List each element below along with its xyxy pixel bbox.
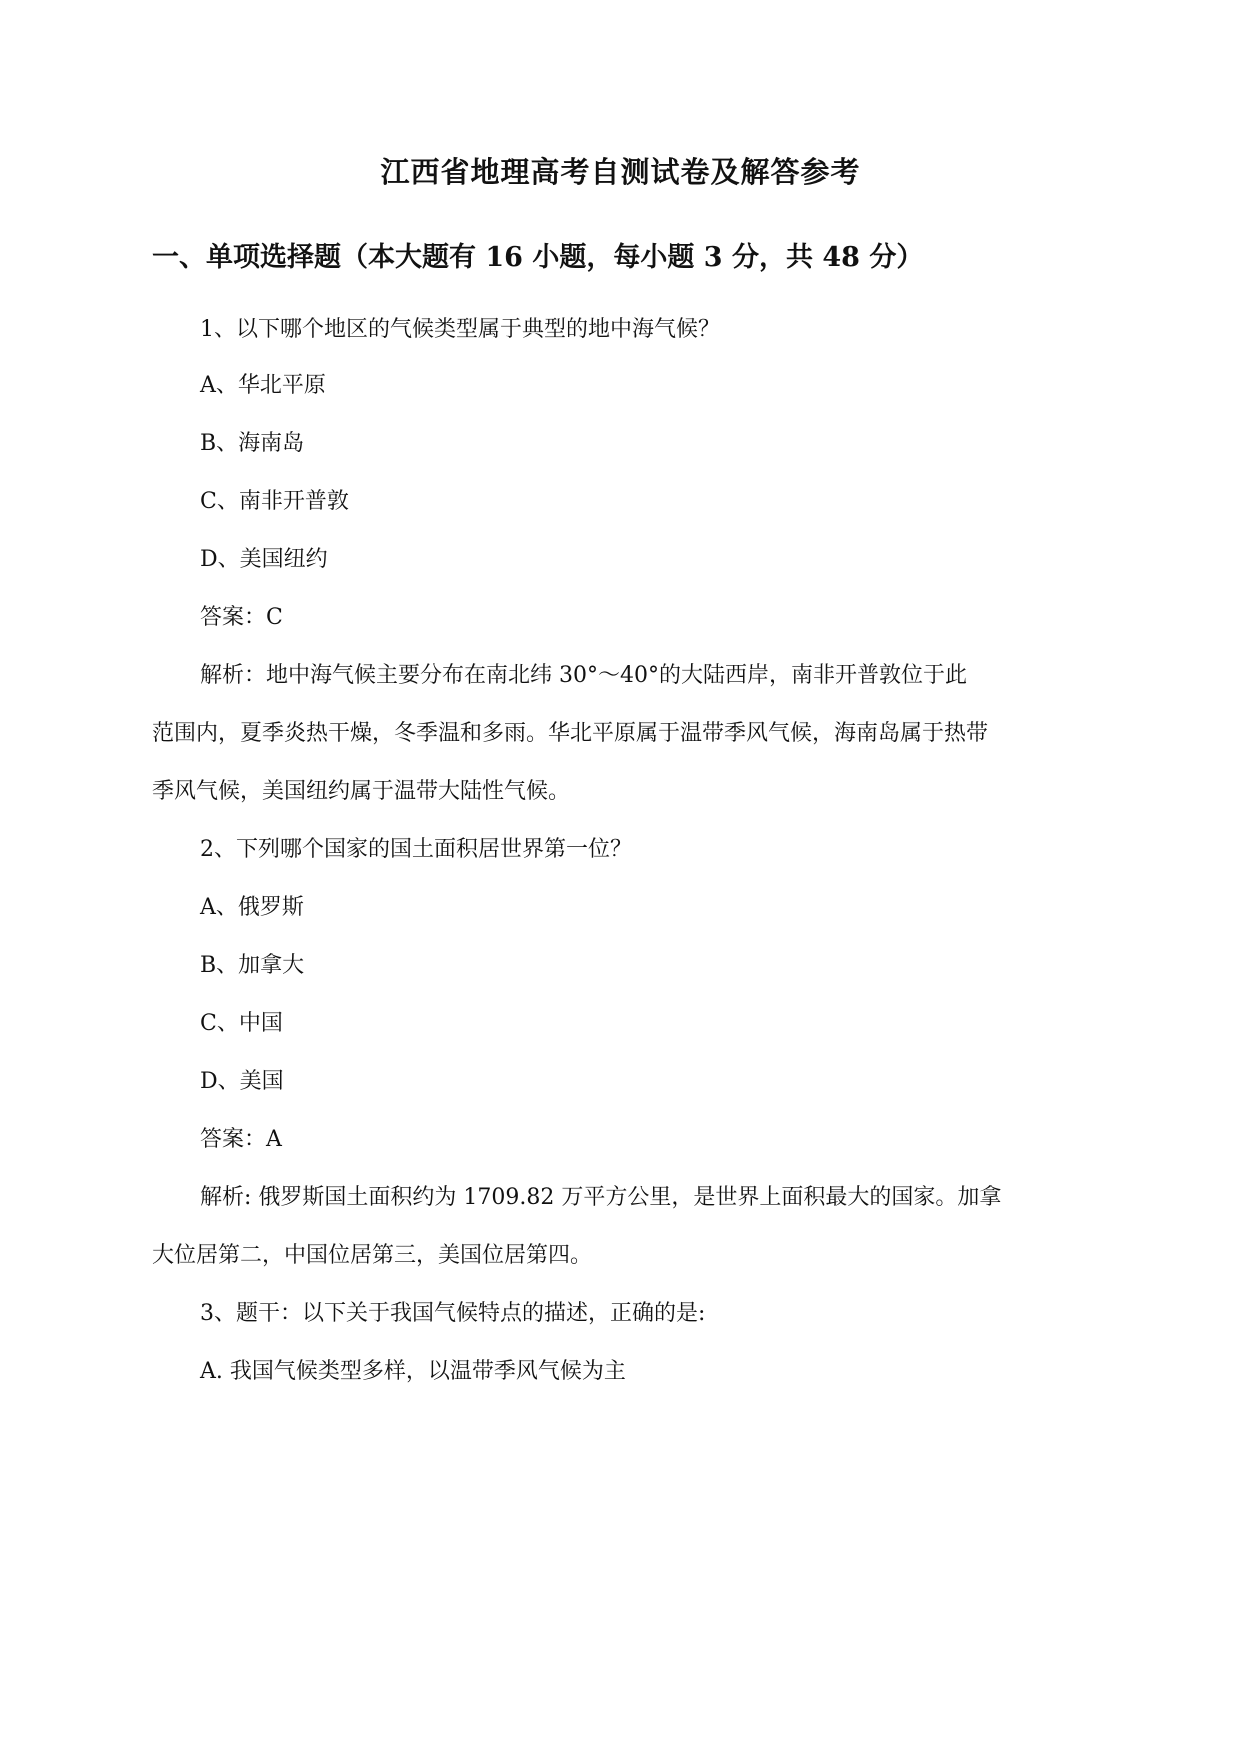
section-heading: 一、单项选择题（本大题有 16 小题，每小题 3 分，共 48 分） xyxy=(152,242,924,273)
question-1-stem: 1、以下哪个地区的气候类型属于典型的地中海气候？ xyxy=(200,317,720,342)
question-3-option-a: A. 我国气候类型多样，以温带季风气候为主 xyxy=(200,1359,626,1384)
question-2-option-a: A、俄罗斯 xyxy=(200,895,304,920)
question-1-analysis-line-3: 季风气候，美国纽约属于温带大陆性气候。 xyxy=(152,779,571,804)
question-1-answer: 答案：C xyxy=(200,605,283,630)
question-2-option-c: C、中国 xyxy=(200,1011,283,1036)
question-2-answer: 答案：A xyxy=(200,1127,282,1152)
question-2-stem: 2、下列哪个国家的国土面积居世界第一位？ xyxy=(200,837,632,862)
question-2-option-d: D、美国 xyxy=(200,1069,284,1094)
question-3-stem: 3、题干：以下关于我国气候特点的描述，正确的是: xyxy=(200,1301,706,1326)
question-1-analysis-line-2: 范围内，夏季炎热干燥，冬季温和多雨。华北平原属于温带季风气候，海南岛属于热带 xyxy=(152,721,989,746)
question-1-option-b: B、海南岛 xyxy=(200,431,305,456)
question-2-analysis-line-1: 解析: 俄罗斯国土面积约为 1709.82 万平方公里，是世界上面积最大的国家。加拿 xyxy=(200,1185,1002,1210)
document-title: 江西省地理高考自测试卷及解答参考 xyxy=(380,155,861,189)
question-1-analysis-line-1: 解析：地中海气候主要分布在南北纬 30°～40°的大陆西岸，南非开普敦位于此 xyxy=(200,663,967,688)
question-1-option-d: D、美国纽约 xyxy=(200,547,328,572)
question-1-option-c: C、南非开普敦 xyxy=(200,489,349,514)
question-1-option-a: A、华北平原 xyxy=(200,373,326,398)
question-2-option-b: B、加拿大 xyxy=(200,953,305,978)
question-2-analysis-line-2: 大位居第二，中国位居第三，美国位居第四。 xyxy=(152,1243,593,1268)
